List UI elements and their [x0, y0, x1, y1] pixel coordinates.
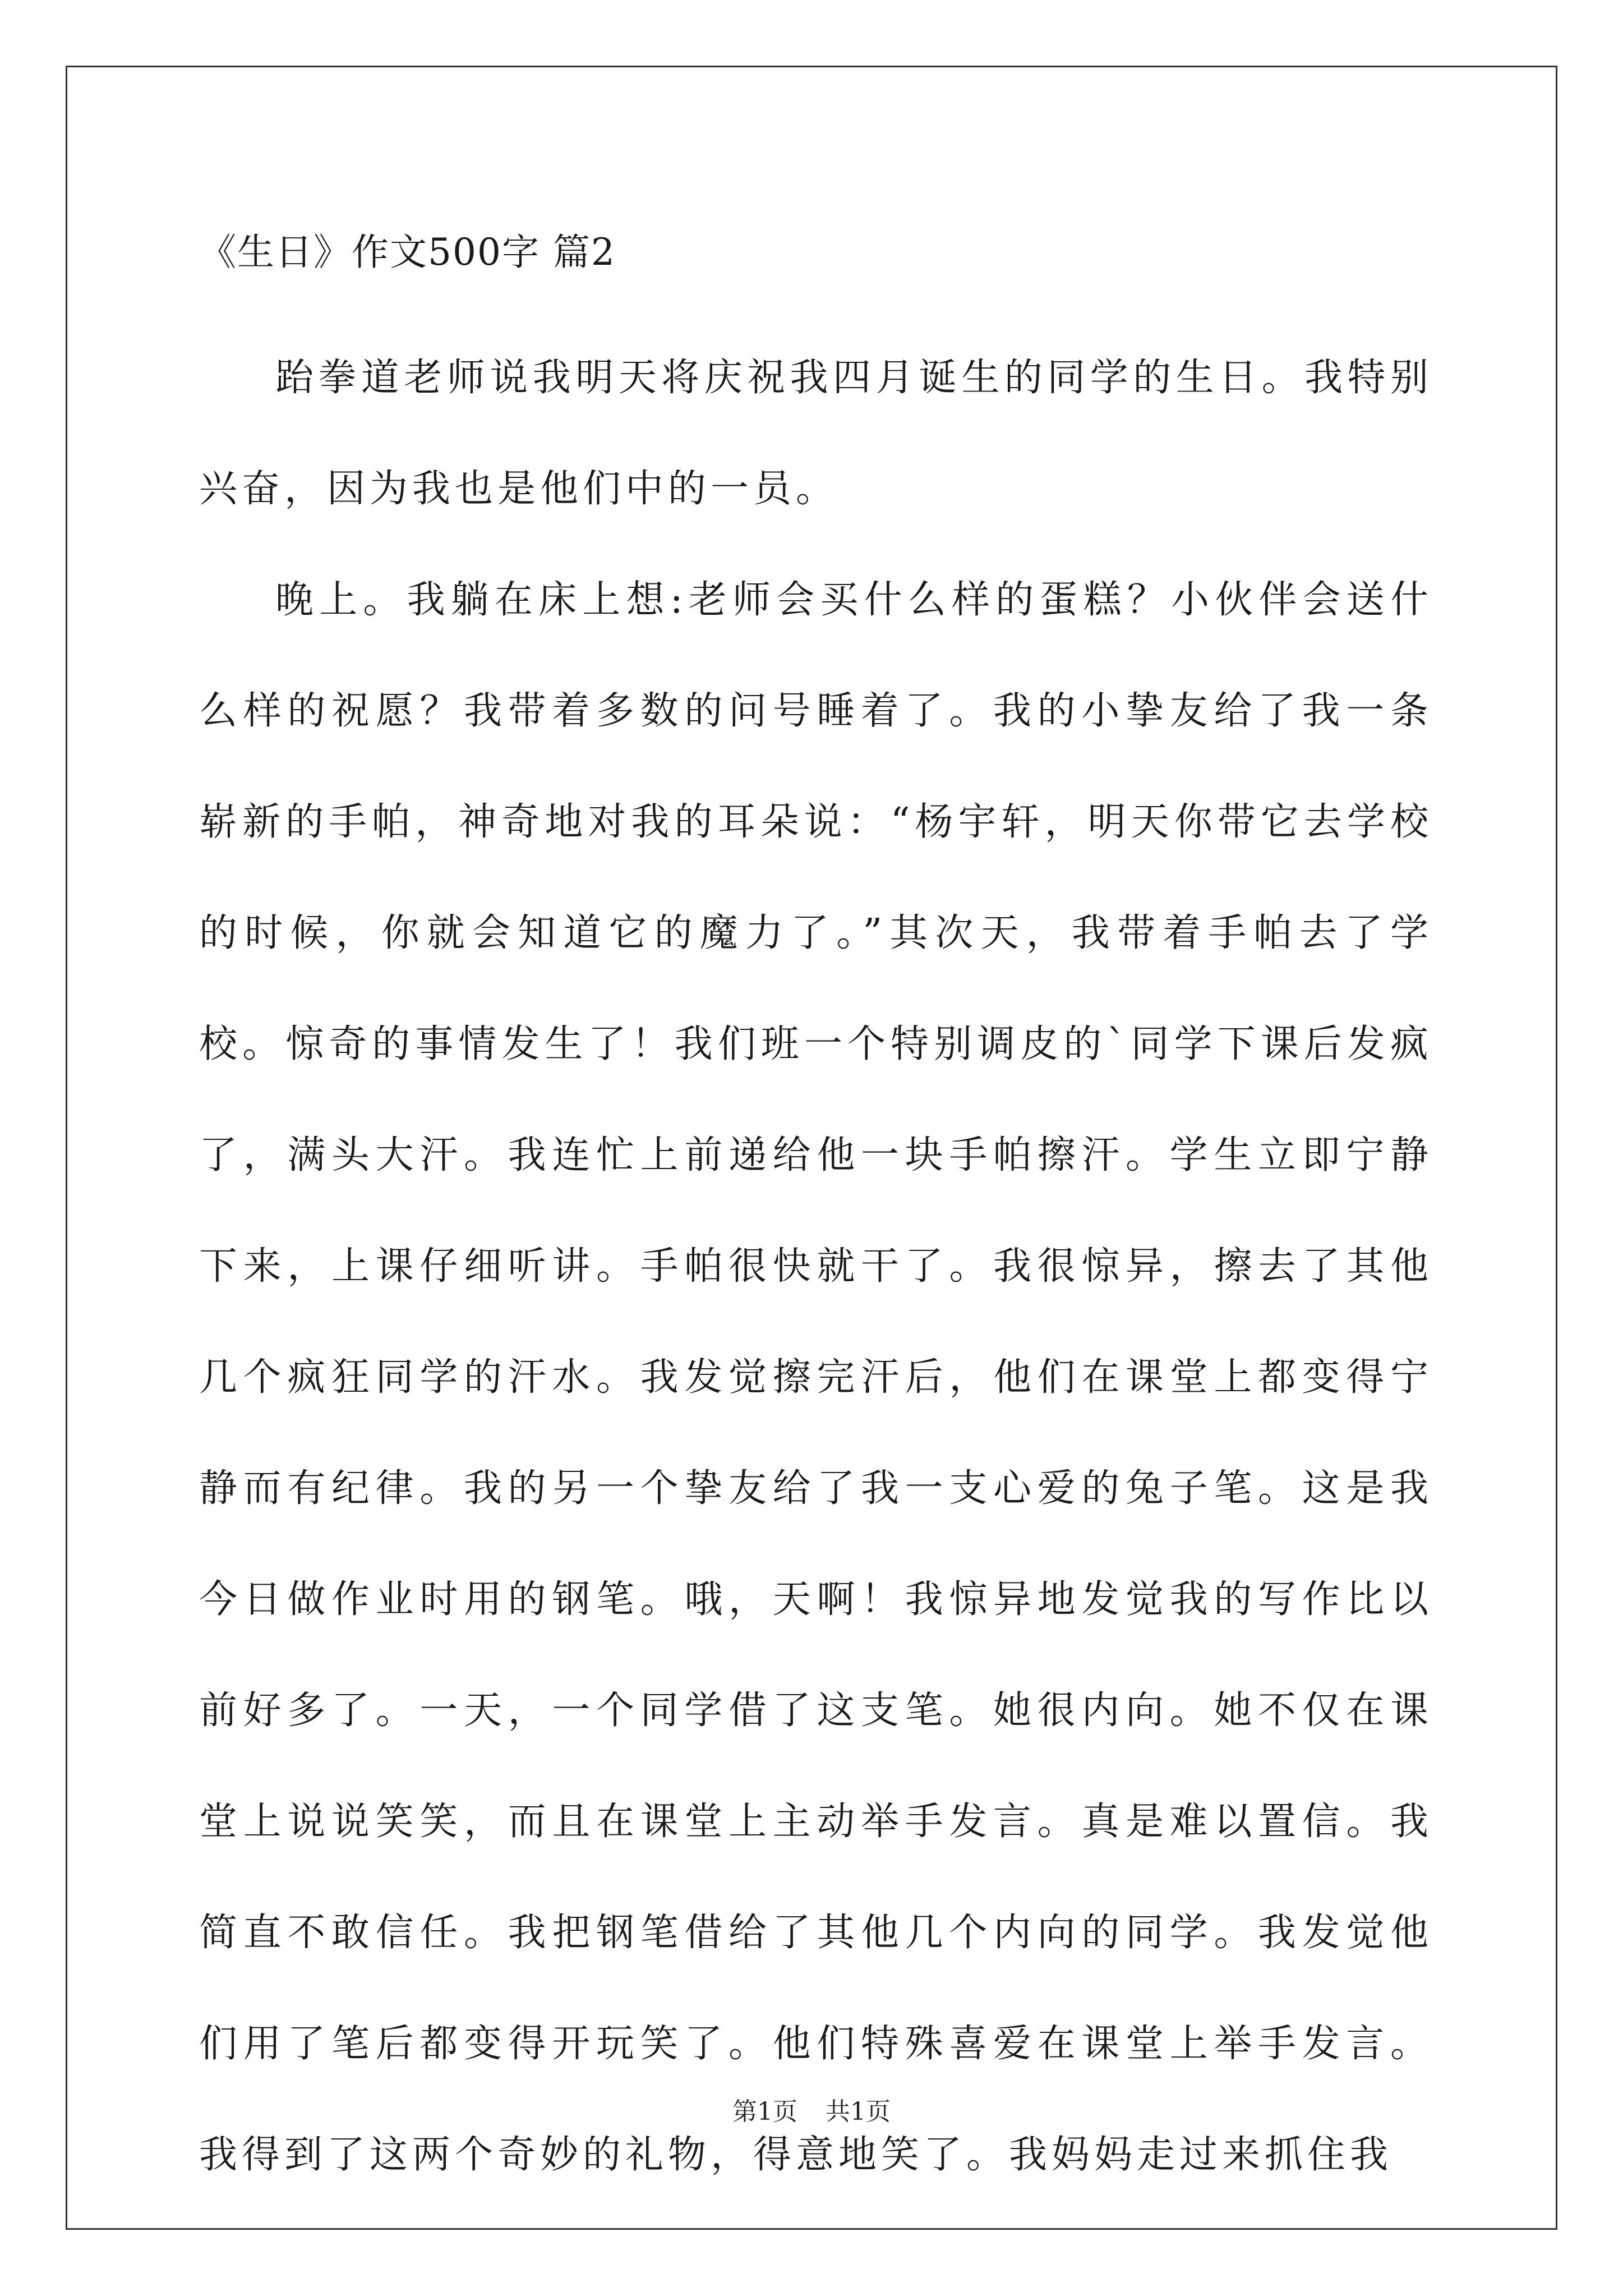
- document-title: 《生日》作文500字 篇2: [199, 231, 616, 274]
- paragraph-1: 跆拳道老师说我明天将庆祝我四月诞生的同学的生日。我特别兴奋，因为我也是他们中的一员。: [199, 356, 1433, 511]
- paragraph-2: 晚上。我躺在床上想:老师会买什么样的蛋糕？小伙伴会送什么样的祝愿？我带着多数的问号睡着了。我的小挚友给了我一条崭新的手帕，神奇地对我的耳朵说：“杨宇轩，明天你带它去学校的时候，你就会知道它的魔力了。”其次天，我带着手帕去了学校。惊奇的事情发生了！我们班一个特别调皮的`同学下课后发疯了，满头大汗。我连忙上前递给他一块手帕擦汗。学生立即宁静下来，上课仔细听讲。手帕很快就干了。我很惊异，擦去了其他几个疯狂同学的汗水。我发觉擦完汗后，他们在课堂上都变得宁静而有纪律。我的另一个挚友给了我一支心爱的兔子笔。这是我今日做作业时用的钢笔。哦，天啊！我惊异地发觉我的写作比以前好多了。一天，一个同学借了这支笔。她很内向。她不仅在课堂上说说笑笑，而且在课堂上主动举手发言。真是难以置信。我简直不敢信任。我把钢笔借给了其他几个内向的同学。我发觉他们用了笔后都变得开玩笑了。他们特殊喜爱在课堂上举手发言。我得到了这两个奇妙的礼物，得意地笑了。我妈妈走过来抓住我: [199, 578, 1433, 2177]
- document-body: [199, 323, 1433, 2211]
- page-footer: [0, 2095, 1623, 2129]
- page-number: 第1页: [732, 2097, 797, 2126]
- page-total: 共1页: [826, 2097, 891, 2126]
